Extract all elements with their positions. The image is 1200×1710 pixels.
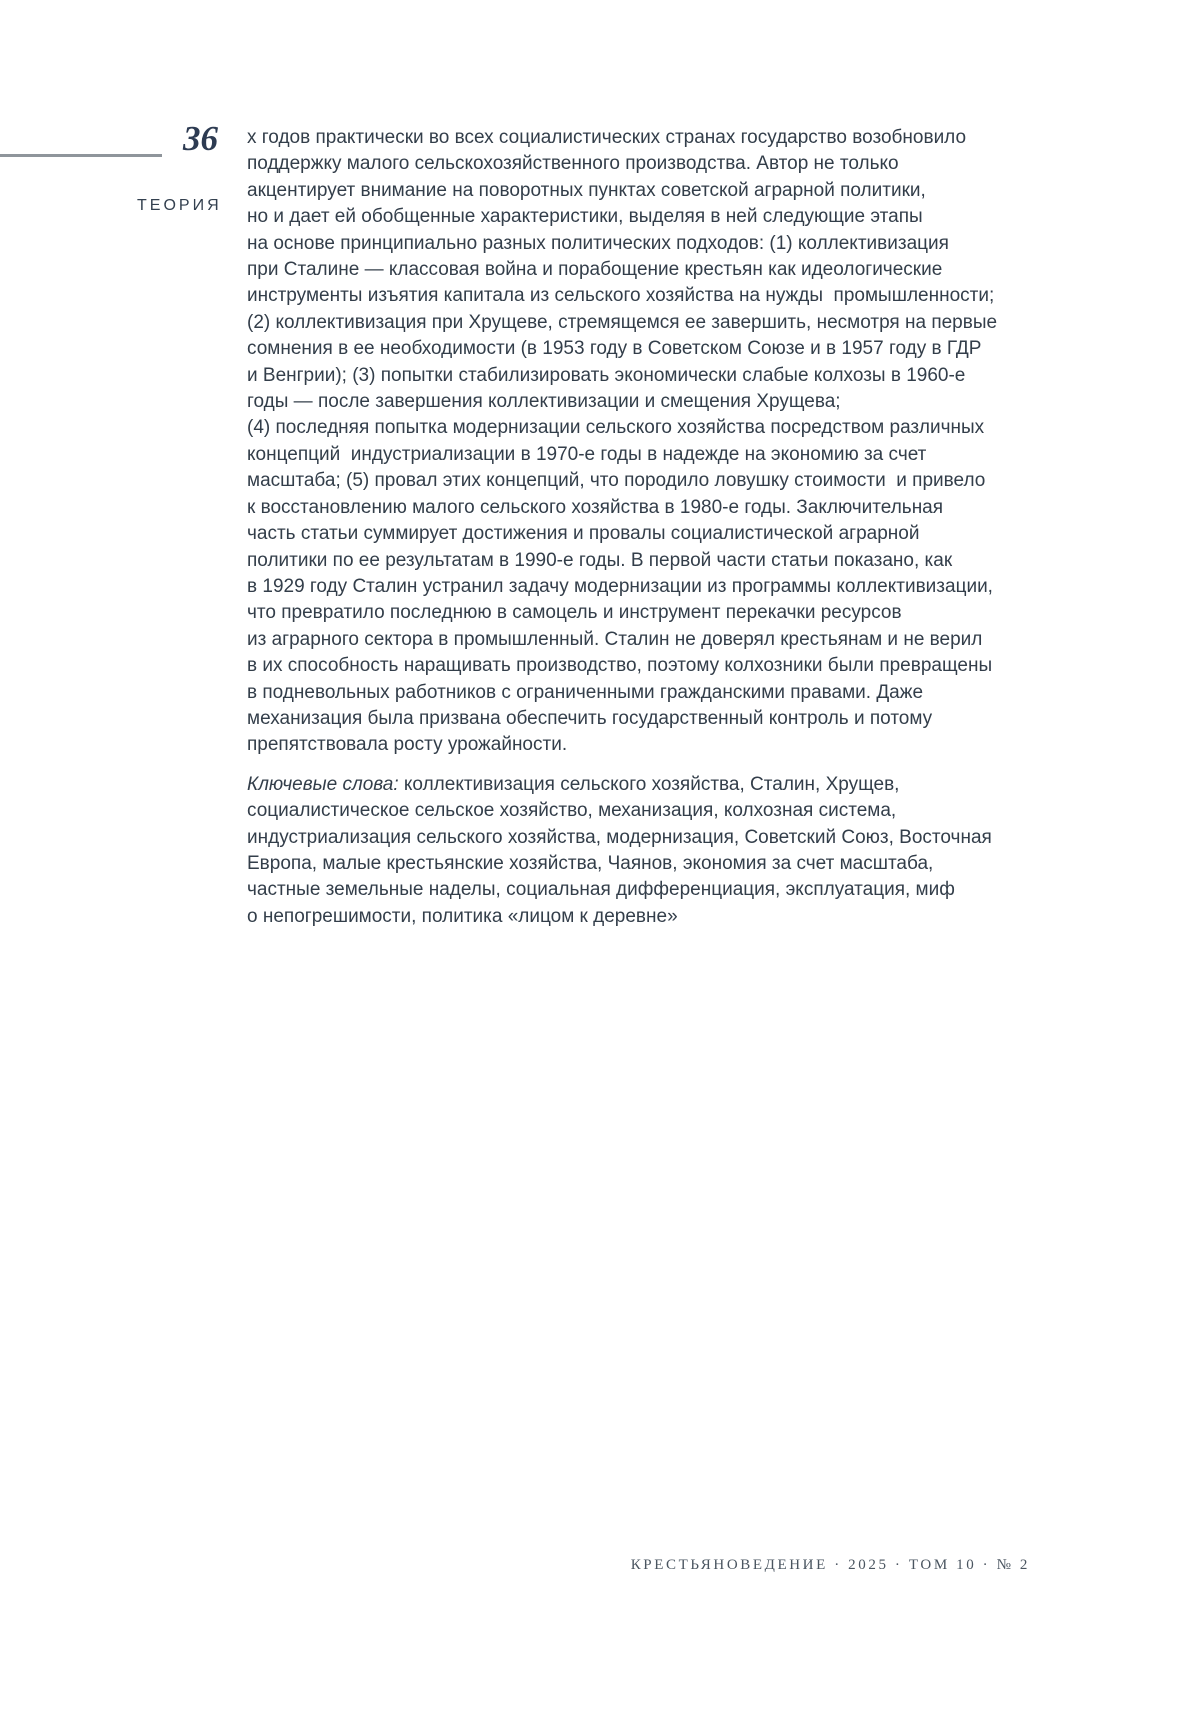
section-label: ТЕОРИЯ [137,197,222,214]
running-footer: КРЕСТЬЯНОВЕДЕНИЕ · 2025 · ТОМ 10 · № 2 [630,1557,1030,1573]
keywords-list: коллективизация сельского хозяйства, Сталин, Хрущев, социалистическое сельское хозяйство, механизация, колхозная система, индустриализация сельского хозяйства, модернизация, Советский Союз, Восточная Европа, малые крестьянские хозяйства, Чаянов, экономия за счет масштаба, частные земельные наделы, социальная дифференциация, эксплуатация, миф о непогрешимости, политика «лицом к деревне» [247,773,992,927]
abstract-text: х годов практически во всех социалистических странах государство возобновило поддержку малого сельскохозяйственного производства. Автор не только акцентирует внимание на поворотных пунктах советской аграрной политики, но и дает ей обобщенные характеристики, выделяя в ней следующие этапы на основе принципиально разных политических подходов: (1) коллективизация при Сталине — классовая война и порабощение крестьян как идеологические инструменты изъятия капитала из сельского хозяйства на нужды промышленности; (2) коллективизация при Хрущеве, стремящемся ее завершить, несмотря на первые сомнения в ее необходимости (в 1953 году в Советском Союзе и в 1957 году в ГДР и Венгрии); (3) попытки стабилизировать экономически слабые колхозы в 1960-е годы — после завершения коллективизации и смещения Хрущева; (4) последняя попытка модернизации сельского хозяйства посредством различных концепций индустриализации в 1970-е годы в надежде на экономию за счет масштаба; (5) провал этих концепций, что породило ловушку стоимости и привело к восстановлению малого сельского хозяйства в 1980-е годы. Заключительная часть статьи суммирует достижения и провалы социалистической аграрной политики по ее результатам в 1990-е годы. В первой части статьи показано, как в 1929 году Сталин устранил задачу модернизации из программы коллективизации, что превратило последнюю в самоцель и инструмент перекачки ресурсов из аграрного сектора в промышленный. Сталин не доверял крестьянам и не верил в их способность наращивать производство, поэтому колхозники были превращены в подневольных работников с ограниченными гражданскими правами. Даже механизация была призвана обеспечить государственный контроль и потому препятствовала росту урожайности. [247,127,998,756]
page-number: 36 [183,119,218,158]
keywords-label: Ключевые слова: [247,773,399,795]
keywords-paragraph [247,772,1067,930]
abstract-column [247,125,1067,930]
